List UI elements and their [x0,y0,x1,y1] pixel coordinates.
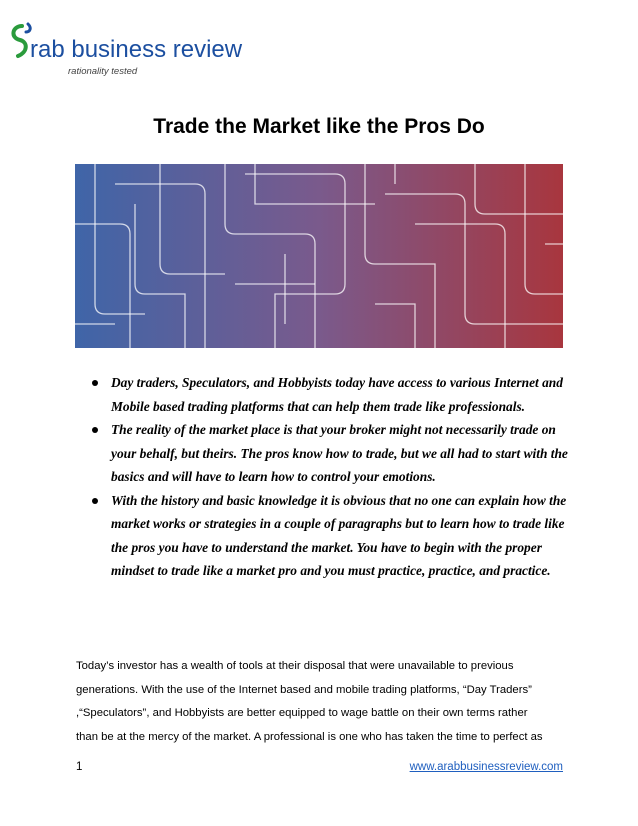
body-line: generations. With the use of the Internet based and mobile trading platforms, “Day Traders” [76,683,532,696]
body-line: than be at the mercy of the market. A professional is one who has taken the time to perfect as [76,730,543,743]
bullet-icon [92,380,98,386]
logo [8,14,243,77]
bullet-icon [92,427,98,433]
body-paragraph [76,655,566,749]
page-number: 1 [76,761,83,773]
list-item [90,371,570,418]
logo-brand-text: rab business review [30,36,243,63]
website-link[interactable]: www.arabbusinessreview.com [409,761,563,773]
body-line: ,“Speculators”, and Hobbyists are better equipped to wage battle on their own terms rather [76,707,528,719]
page-title: Trade the Market like the Pros Do [153,115,485,138]
body-line: Today’s investor has a wealth of tools at their disposal that were unavailable to previous [76,660,514,672]
list-item [90,418,570,489]
list-item [90,489,570,583]
bullet-text: The reality of the market place is that your broker might not necessarily trade on your behalf, but theirs. The pros know how to trade, but we all had to start with the basics and will have to learn how to control your emotions. [111,422,568,484]
logo-tagline: rationality tested [68,66,138,77]
bullet-icon [92,498,98,504]
circuit-banner-image [75,164,563,348]
bullet-text: With the history and basic knowledge it is obvious that no one can explain how the market works or strategies in a couple of paragraphs but to learn how to trade like the pros you have to understand the market. You have to begin with the proper mindset to trade like a market pro and you must practice, practice, and practice. [111,492,567,578]
bullet-text: Day traders, Speculators, and Hobbyists today have access to various Internet and Mobile based trading platforms that can help them trade like professionals. [111,375,563,414]
key-points-list [90,371,570,583]
